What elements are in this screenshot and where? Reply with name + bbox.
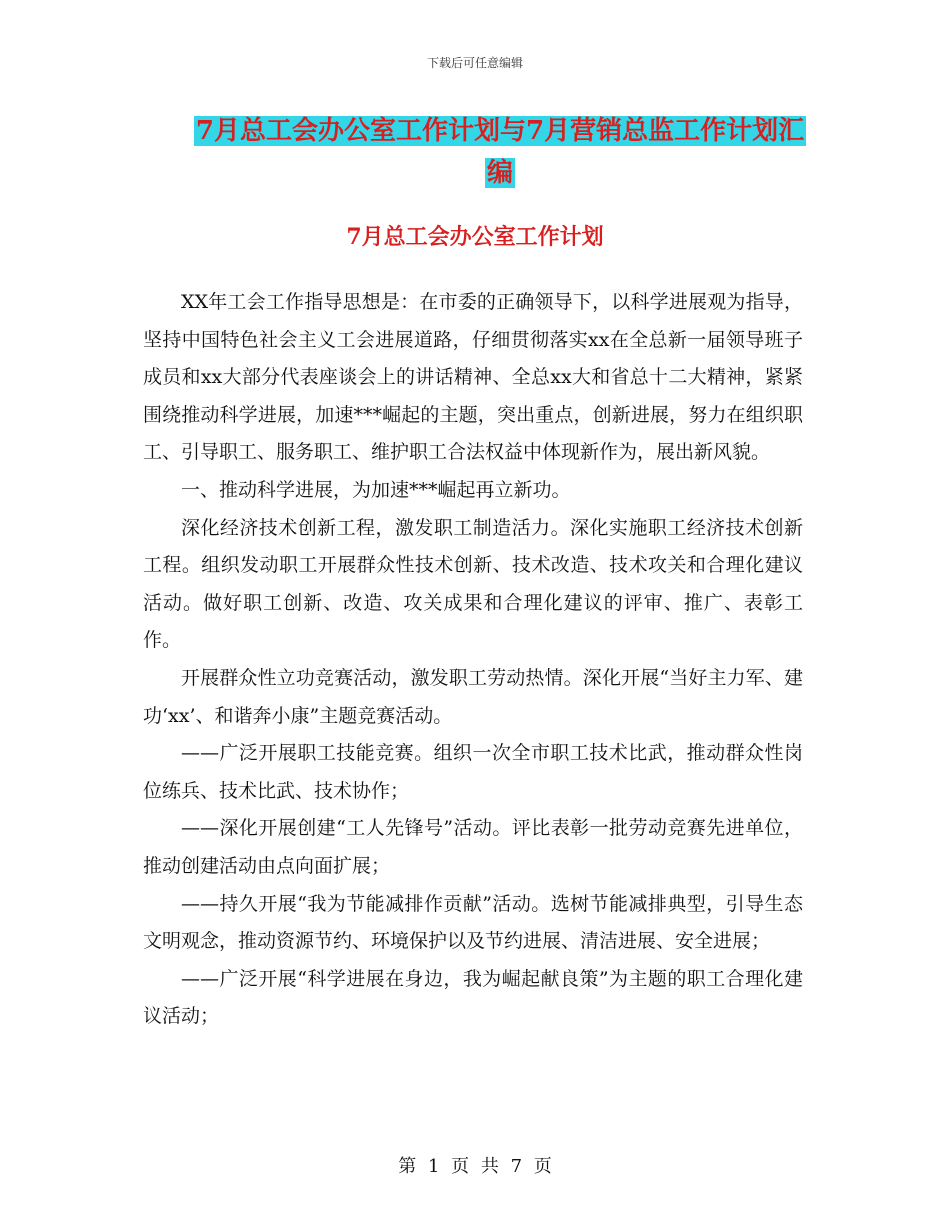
paragraph: XX年工会工作指导思想是：在市委的正确领导下，以科学进展观为指导，坚持中国特色社会主义工会进展道路，仔细贯彻落实xx在全总新一届领导班子成员和xx大部分代表座谈会上的讲话精神、全总xx大和省总十二大精神，紧紧围绕推动科学进展，加速***崛起的主题，突出重点，创新进展，努力在组织职工、引导职工、服务职工、维护职工合法权益中体现新作为，展出新风貌。 [143,291,803,464]
document-title [185,110,815,194]
body-text [143,284,803,1036]
paragraph: 开展群众性立功竞赛活动，激发职工劳动热情。深化开展“当好主力军、建功‘xx’、和谐奔小康”主题竞赛活动。 [143,666,803,727]
paragraph: 一、推动科学进展，为加速***崛起再立新功。 [181,478,571,501]
document-title-line-1: 7月总工会办公室工作计划与7月营销总监工作计划汇 [195,116,805,146]
page-number: 第 1 页 共 7 页 [398,1156,552,1177]
paragraph: 深化经济技术创新工程，激发职工制造活力。深化实施职工经济技术创新工程。组织发动职工开展群众性技术创新、技术改造、技术攻关和合理化建议活动。做好职工创新、改造、攻关成果和合理化建议的评审、推广、表彰工作。 [143,516,803,652]
section-title: 7月总工会办公室工作计划 [346,224,604,250]
paragraph: ——广泛开展职工技能竞赛。组织一次全市职工技术比武，推动群众性岗位练兵、技术比武、技术协作； [143,742,803,802]
paragraph: ——广泛开展“科学进展在身边，我为崛起献良策”为主题的职工合理化建议活动； [143,967,803,1028]
document-title-line-2: 编 [486,158,513,188]
paragraph: ——持久开展“我为节能减排作贡献”活动。选树节能减排典型，引导生态文明观念，推动资源节约、环境保护以及节约进展、清洁进展、安全进展； [143,892,803,953]
paragraph: ——深化开展创建“工人先锋号”活动。评比表彰一批劳动竞赛先进单位，推动创建活动由点向面扩展； [143,817,803,877]
header-note: 下载后可任意编辑 [426,56,523,70]
